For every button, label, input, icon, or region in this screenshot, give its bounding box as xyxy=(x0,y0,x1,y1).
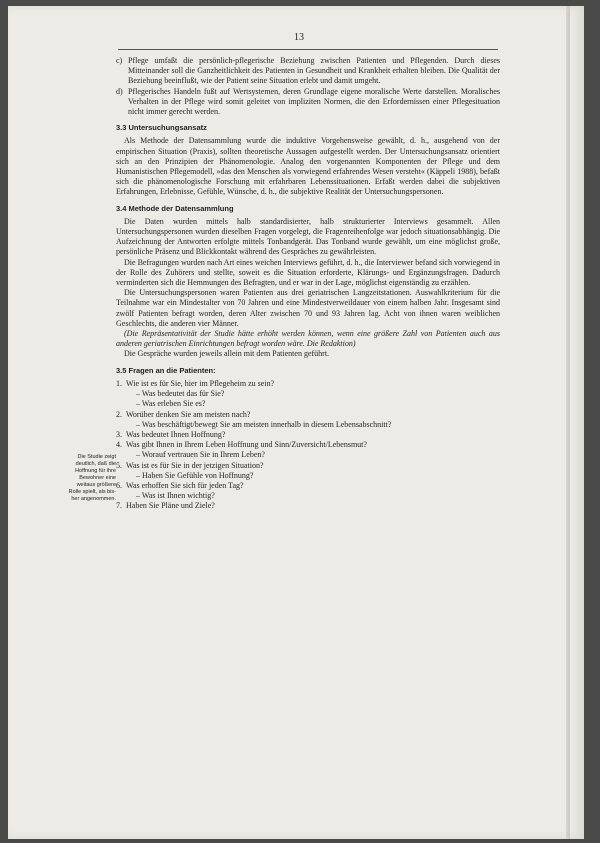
question-number: 2. xyxy=(116,409,122,419)
section-heading: 3.3 Untersuchungsansatz xyxy=(116,123,207,133)
list-item-text: Pflege umfaßt die persönlich-pflegerische Beziehung zwischen Patienten und Pflegenden. Durch dieses Mitteinander soll die Ganzheitlichkeit des Patienten in Gesundheit und Krankheit erhalten bleiben. Die Qualität der Beziehung beeinflußt, wie der Patient seine Situation erlebt und damit umgeht. xyxy=(128,56,500,86)
list-item-text: Pflegerisches Handeln fußt auf Wertsystemen, deren Grundlage eigene moralische Werte darstellen. Moralisches Verhalten in der Pflege wird somit geleitet von impliziten Normen, die den Erfordernissen einer Pflegesituation nicht immer gerecht werden. xyxy=(128,86,500,117)
question-sub: – Haben Sie Gefühle von Hoffnung? xyxy=(136,470,254,480)
question-text: Was gibt Ihnen in Ihrem Leben Hoffnung und Sinn/Zuversicht/Lebensmut? xyxy=(126,440,367,450)
editorial-note: (Die Repräsentativität der Studie hätte erhöht werden können, wenn eine größere Zahl von Patienten auch aus anderen geriatrischen Einrichtungen befragt worden wäre. Die Redaktion) xyxy=(116,329,500,349)
question-sub: – Worauf vertrauen Sie in Ihrem Leben? xyxy=(136,450,265,460)
margin-note-line: Die Studie zeigt xyxy=(77,454,116,460)
list-item-label: c) xyxy=(116,56,123,65)
margin-note xyxy=(60,454,116,503)
question-text: Was ist es für Sie in der jetzigen Situation? xyxy=(126,460,264,470)
question-item xyxy=(116,481,500,501)
question-number: 5. xyxy=(116,460,122,470)
question-number: 3. xyxy=(116,429,122,439)
page-edge-shadow xyxy=(566,6,570,839)
question-text: Haben Sie Pläne und Ziele? xyxy=(126,501,215,511)
question-item xyxy=(116,440,500,460)
question-sub: – Was beschäftigt/bewegt Sie am meisten innerhalb in diesem Lebensabschnitt? xyxy=(136,419,392,429)
question-item xyxy=(116,379,500,410)
question-number: 4. xyxy=(116,440,122,450)
section-heading: 3.5 Fragen an die Patienten: xyxy=(116,365,216,375)
question-item xyxy=(116,430,500,440)
question-sub: – Was bedeutet das für Sie? xyxy=(136,389,225,399)
list-item xyxy=(116,87,500,118)
scanned-page xyxy=(8,6,584,839)
question-item xyxy=(116,410,500,430)
question-sub: – Was erleben Sie es? xyxy=(136,399,206,409)
page-number: 13 xyxy=(294,32,304,43)
margin-note-line: deutlich, daß die xyxy=(75,461,116,467)
paragraph: Die Gespräche wurden jeweils allein mit dem Patienten geführt. xyxy=(124,349,330,359)
question-text: Worüber denken Sie am meisten nach? xyxy=(126,409,251,419)
margin-note-line: Rolle spielt, als bis- xyxy=(68,489,116,495)
paragraph: Die Befragungen wurden nach Art eines weichen Interviews geführt, d. h., die Interviewer befand sich vorwiegend in der Rolle des Zuhörers und stellte, soweit es die Situation erforderte, Klärungs- und Ergänzungsfragen. Dadurch verminderten sich die Hemmungen des Befragten, und er war in der Lage, möglichst eigenständig zu erzählen. xyxy=(116,257,500,288)
paragraph: Die Untersuchungspersonen waren Patienten aus drei geriatrischen Langzeitstationen. Auswahlkriterium für die Teilnahme war ein Mindestalter von 70 Jahren und eine Mindestverweildauer von einem halben Jahr. Insgesamt sind zwölf Patienten befragt worden, deren Alter zwischen 70 und 93 Jahren lag. Acht von ihnen waren weiblichen Geschlechts, die anderen vier Männer. xyxy=(116,288,500,328)
margin-note-line: weitaus größere xyxy=(76,482,116,488)
question-item xyxy=(116,461,500,481)
paragraph: Als Methode der Datensammlung wurde die induktive Vorgehensweise gewählt, d. h., ausgehend von der empirischen Situation (Praxis), sollten theoretische Aussagen aufgestellt werden. Der Untersuchungsansatz orientiert sich an den Prinzipien der Phänomenologie. Analog den vorgenannten Komponenten der Pflege und dem Humanistischen Pflegemodell, »das den Menschen als vorwiegend erfahrendes Wesen versteht« (Käppeli 1988), befaßt sich die phänomenologische Forschung mit erfahrbaren Lebenssituationen. Erfaßt werden dabei die subjektiven Erfahrungen, Erlebnisse, Gefühle, Wünsche, d. h., die subjektive Realität der Untersuchungspersonen. xyxy=(116,136,500,197)
list-item-label: d) xyxy=(116,86,123,96)
question-number: 7. xyxy=(116,501,122,511)
body-text xyxy=(116,56,500,512)
header-rule xyxy=(118,49,498,50)
list-item xyxy=(116,56,500,87)
question-number: 6. xyxy=(116,480,122,490)
question-sub: – Was ist Ihnen wichtig? xyxy=(136,491,215,501)
question-text: Was bedeutet Ihnen Hoffnung? xyxy=(126,429,226,439)
question-text: Was erhoffen Sie sich für jeden Tag? xyxy=(126,480,244,490)
question-item xyxy=(116,501,500,511)
paragraph: Die Daten wurden mittels halb standardisierter, halb strukturierter Interviews gesammelt. Allen Untersuchungspersonen wurden dieselben Fragen vorgelegt, die Fragenreihenfolge war jedoch situationsabhängig. Die Aufzeichnung der Antworten erfolgte mittels Tonbandgerät. Das Tonband wurde gewählt, um eine möglichst große, persönliche Präsenz und Blickkontakt während des Gespräches zu gewährleisten. xyxy=(116,216,500,257)
margin-note-line: Bewohner eine xyxy=(79,475,116,481)
margin-note-line: her angenommen. xyxy=(71,496,116,502)
question-number: 1. xyxy=(116,378,122,388)
section-heading: 3.4 Methode der Datensammlung xyxy=(116,203,234,213)
margin-note-line: Hoffnung für ihre xyxy=(75,468,116,474)
question-text: Wie ist es für Sie, hier im Pflegeheim zu sein? xyxy=(126,378,275,388)
